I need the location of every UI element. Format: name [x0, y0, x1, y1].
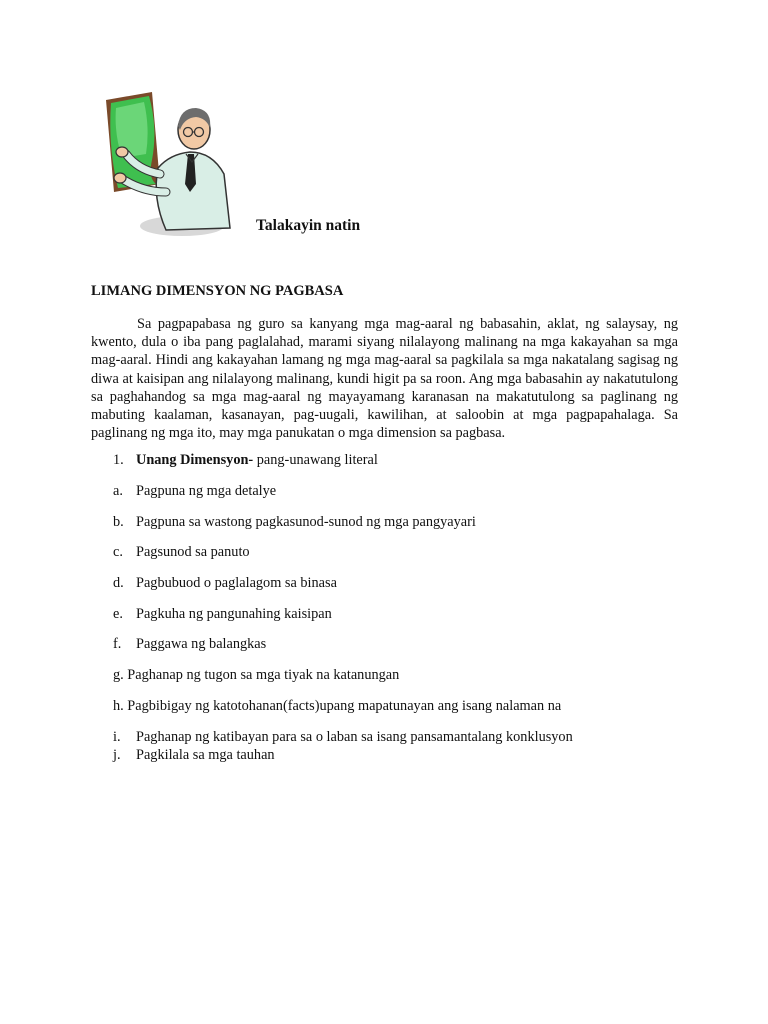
list-item-text: Pagpuna ng mga detalye	[136, 483, 277, 499]
list-marker: c.	[113, 544, 123, 560]
list-item-text: Paggawa ng balangkas	[136, 636, 267, 652]
dimension-title: Unang Dimensyon-	[136, 452, 254, 468]
list-marker: 1.	[113, 452, 124, 468]
list-item-text: Paghanap ng katibayan para sa o laban sa isang pansamantalang konklusyon	[136, 729, 573, 745]
section-subtitle: Talakayin natin	[256, 217, 361, 234]
presenter-holding-chart-icon	[100, 88, 240, 238]
list-item-text: Pagkilala sa mga tauhan	[136, 747, 275, 763]
list-item-text: Pagpuna sa wastong pagkasunod-sunod ng mga pangyayari	[136, 514, 476, 530]
list-marker: a.	[113, 483, 123, 499]
document-heading: LIMANG DIMENSYON NG PAGBASA	[91, 283, 344, 299]
dimension-description: pang-unawang literal	[253, 452, 378, 468]
list-marker: e.	[113, 606, 123, 622]
list-marker: f.	[113, 636, 122, 652]
list-marker: b.	[113, 514, 124, 530]
list-marker: i.	[113, 729, 121, 745]
list-item-text: Pagkuha ng pangunahing kaisipan	[136, 606, 332, 622]
list-item-text	[136, 452, 378, 469]
list-marker: d.	[113, 575, 124, 591]
list-marker: j.	[113, 747, 121, 763]
list-item-g: g. Paghanap ng tugon sa mga tiyak na katanungan	[113, 667, 400, 683]
intro-paragraph: Sa pagpapabasa ng guro sa kanyang mga mag-aaral ng babasahin, aklat, ng salaysay, ng kwento, dula o iba pang paglalahad, marami siyang nilalayong malinang na mga kakayahan sa mga mag-aaral. Hindi ang kakayahan lamang ng mga mag-aaral sa pagkilala sa mga nakatalang sagisag ng diwa at kaisipan ang nilalayong malinang, kundi higit pa sa roon. Ang mga babasahin ay nakatutulong sa paghahandog sa mga mag-aaral ng mayayamang karanasan na makatutulong sa paglinang ng mabuting kaalaman, kasanayan, pag-uugali, kawilihan, at saloobin at mga pagpapahalaga. Sa paglinang ng mga ito, may mga panukatan o mga dimension sa pagbasa.	[91, 316, 678, 442]
list-item-text: Pagbubuod o paglalagom sa binasa	[136, 575, 337, 591]
list-item-text: Pagsunod sa panuto	[136, 544, 250, 560]
list-item-h: h. Pagbibigay ng katotohanan(facts)upang mapatunayan ang isang nalaman na	[113, 698, 562, 714]
